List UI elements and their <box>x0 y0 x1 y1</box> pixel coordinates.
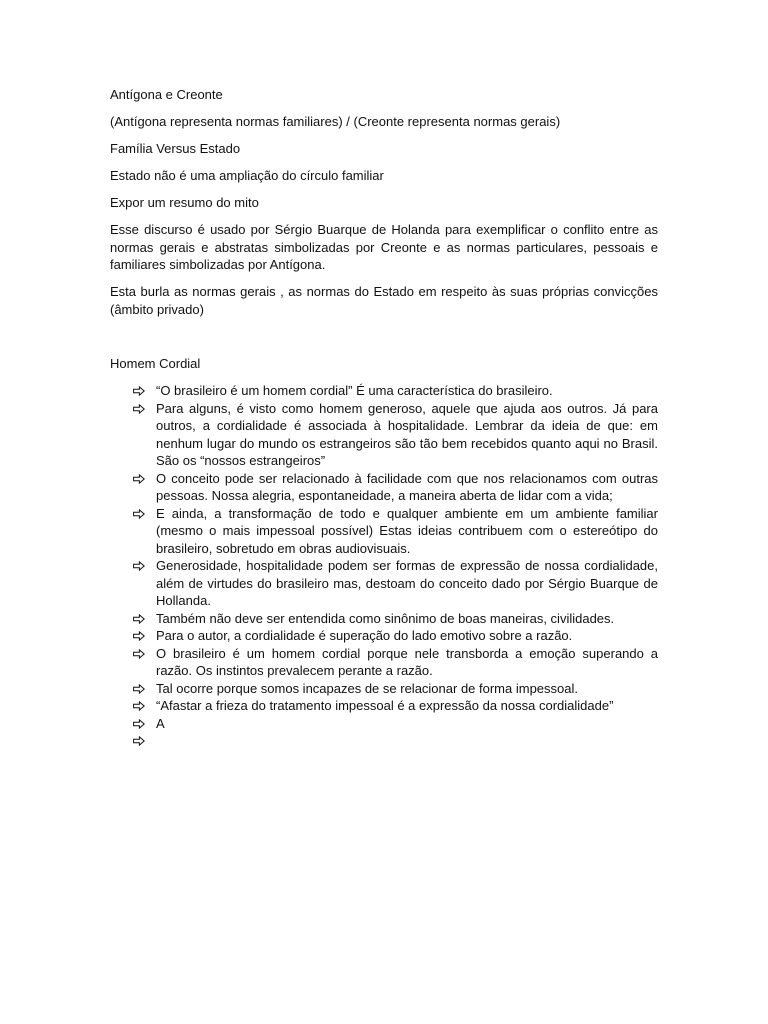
arrow-right-icon <box>133 557 147 575</box>
arrow-right-icon <box>133 732 147 750</box>
bullet-item <box>110 697 658 715</box>
section-spacer <box>110 328 658 355</box>
bullet-text: Para alguns, é visto como homem generoso, aquele que ajuda aos outros. Já para outros, a cordialidade é associada à hospitalidade. Lembrar da ideia de que: em nenhum lugar do mundo os estrangeiros são tão bem recebidos quanto aqui no Brasil. São os “nossos estrangeiros” <box>156 400 658 468</box>
bullet-text: Generosidade, hospitalidade podem ser formas de expressão de nossa cordialidade, além de virtudes do brasileiro mas, destoam do conceito dado por Sérgio Buarque de Hollanda. <box>156 558 658 608</box>
arrow-right-icon <box>133 627 147 645</box>
arrow-right-icon <box>133 470 147 488</box>
bullet-text: O conceito pode ser relacionado à facilidade com que nos relacionamos com outras pessoas. Nossa alegria, espontaneidade, a maneira aberta de lidar com a vida; <box>156 470 658 503</box>
bullet-item <box>110 382 658 400</box>
bullet-item <box>110 645 658 680</box>
bullet-text: Para o autor, a cordialidade é superação do lado emotivo sobre a razão. <box>156 628 573 643</box>
bullet-list <box>110 382 658 750</box>
bullet-text: Tal ocorre porque somos incapazes de se relacionar de forma impessoal. <box>156 680 578 696</box>
bullet-item <box>110 400 658 470</box>
arrow-right-icon <box>133 680 147 698</box>
bullet-item <box>110 627 658 645</box>
bullet-item <box>110 610 658 628</box>
arrow-right-icon <box>133 715 147 733</box>
arrow-right-icon <box>133 610 147 628</box>
arrow-right-icon <box>133 697 147 715</box>
bullet-text: “O brasileiro é um homem cordial” É uma característica do brasileiro. <box>156 383 553 398</box>
document-page <box>110 86 658 750</box>
paragraph-discourse: Esse discurso é usado por Sérgio Buarque de Holanda para exemplificar o conflito entre as normas gerais e abstratas simbolizadas por Creonte e as normas particulares, pessoais e familiares simbolizadas por Antígona. <box>110 222 658 272</box>
document-title: Antígona e Creonte <box>110 87 223 102</box>
bullet-text: Também não deve ser entendida como sinônimo de boas maneiras, civilidades. <box>156 610 615 626</box>
arrow-right-icon <box>133 645 147 663</box>
bullet-text: A <box>156 715 165 731</box>
arrow-right-icon <box>133 505 147 523</box>
bullet-text: E ainda, a transformação de todo e qualquer ambiente em um ambiente familiar (mesmo o mais impessoal possível) Estas ideias contribuem com o estereótipo do brasileiro, sobretudo em obras audiovisuais. <box>156 505 658 556</box>
bullet-text: O brasileiro é um homem cordial porque nele transborda a emoção superando a razão. Os instintos prevalecem perante a razão. <box>156 645 658 678</box>
bullet-item <box>110 680 658 698</box>
arrow-right-icon <box>133 382 147 400</box>
bullet-item <box>110 470 658 505</box>
bullet-item <box>110 715 658 733</box>
paragraph-family-vs-state: Família Versus Estado <box>110 141 241 156</box>
section-title: Homem Cordial <box>110 355 201 371</box>
bullet-item <box>110 557 658 610</box>
paragraph-myth-summary: Expor um resumo do mito <box>110 195 259 210</box>
arrow-right-icon <box>133 400 147 418</box>
paragraph-burla: Esta burla as normas gerais , as normas do Estado em respeito às suas próprias convicções (âmbito privado) <box>110 284 658 317</box>
paragraph-state-not-family: Estado não é uma ampliação do círculo familiar <box>110 168 384 183</box>
bullet-item <box>110 732 658 750</box>
bullet-item <box>110 505 658 558</box>
bullet-text: “Afastar a frieza do tratamento impessoal é a expressão da nossa cordialidade” <box>156 698 614 713</box>
paragraph-norms: (Antígona representa normas familiares) / (Creonte representa normas gerais) <box>110 114 561 129</box>
